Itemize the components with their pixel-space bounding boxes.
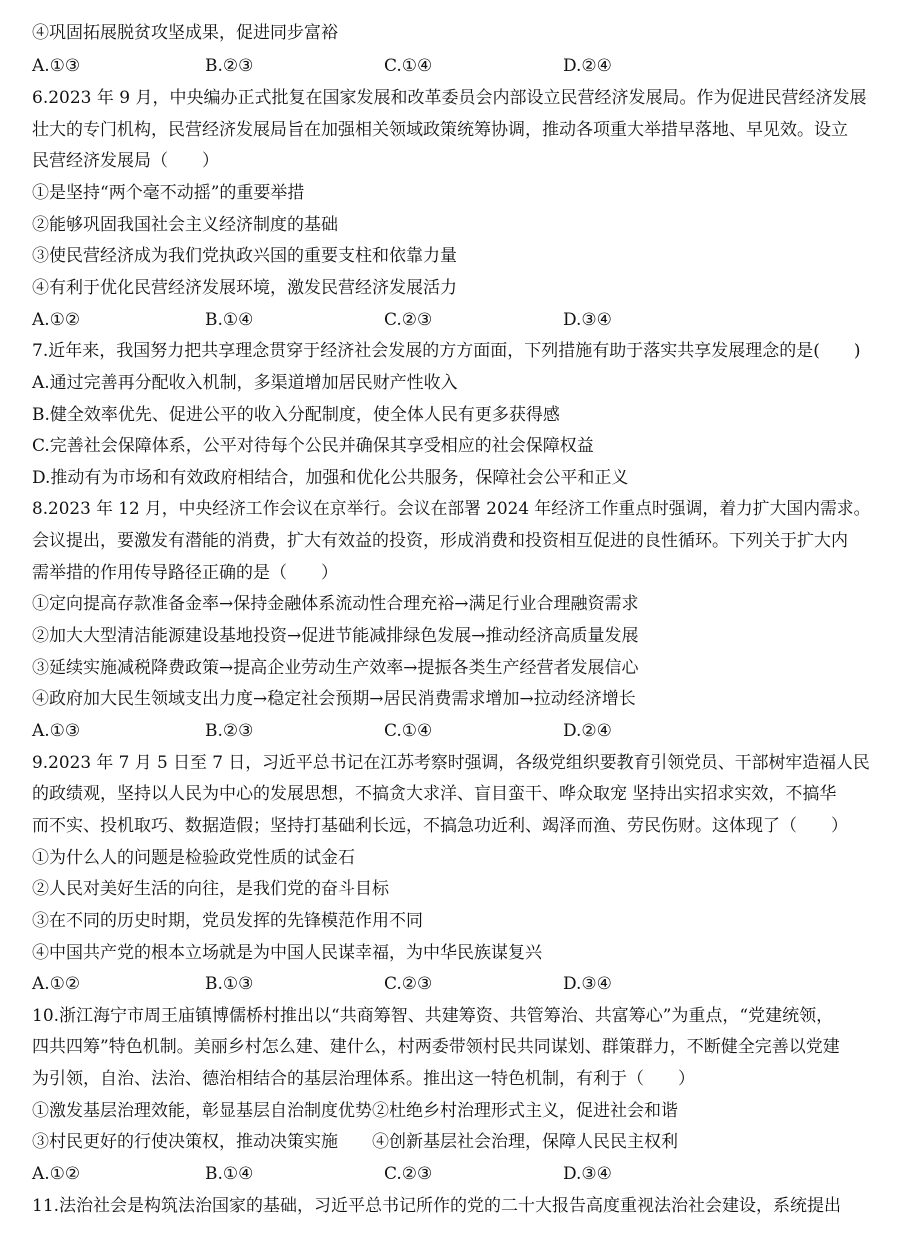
statement-q8-4: ④政府加大民生领域支出力度→稳定社会预期→居民消费需求增加→拉动经济增长 (32, 689, 636, 709)
question-11-stem-1: 11.法治社会是构筑法治国家的基础，习近平总书记所作的党的二十大报告高度重视法治社会建设，系统提出 (32, 1196, 842, 1216)
choice-q7-c: C.完善社会保障体系，公平对待每个公民并确保其享受相应的社会保障权益 (32, 436, 594, 456)
choices-q8 (32, 720, 892, 742)
statement-q6-4: ④有利于优化民营经济发展环境，激发民营经济发展活力 (32, 278, 457, 298)
question-10-stem-1: 10.浙江海宁市周王庙镇博儒桥村推出以“共商筹智、共建筹资、共管筹治、共富筹心”为重点，“党建统领， (32, 1006, 834, 1026)
question-8-stem-3: 需举措的作用传导路径正确的是（ ） (32, 563, 338, 583)
option-line-q5-4: ④巩固拓展脱贫攻坚成果，促进同步富裕 (32, 23, 338, 43)
statement-q9-1: ①为什么人的问题是检验政党性质的试金石 (32, 848, 355, 868)
choice-b: B.①④ (205, 310, 254, 330)
choice-q7-d: D.推动有为市场和有效政府相结合，加强和优化公共服务，保障社会公平和正义 (32, 468, 629, 488)
question-7-stem: 7.近年来，我国努力把共享理念贯穿于经济社会发展的方方面面，下列措施有助于落实共享发展理念的是( ) (32, 341, 861, 361)
choice-a: A.①② (32, 974, 81, 994)
statement-q6-3: ③使民营经济成为我们党执政兴国的重要支柱和依靠力量 (32, 246, 457, 266)
choice-c: C.①④ (384, 56, 433, 76)
choice-a: A.①③ (32, 721, 81, 741)
question-9-stem-3: 而不实、投机取巧、数据造假；坚持打基础利长远，不搞急功近利、竭泽而渔、劳民伤财。这体现了（ ） (32, 816, 848, 836)
choice-c: C.②③ (384, 974, 433, 994)
choice-b: B.①④ (205, 1164, 254, 1184)
choice-d: D.③④ (563, 974, 612, 994)
question-6-stem-3: 民营经济发展局（ ） (32, 151, 219, 171)
question-8-stem-2: 会议提出，要激发有潜能的消费，扩大有效益的投资，形成消费和投资相互促进的良性循环。下列关于扩大内 (32, 531, 848, 551)
choice-d: D.②④ (563, 721, 612, 741)
choice-q7-a: A.通过完善再分配收入机制，多渠道增加居民财产性收入 (32, 373, 458, 393)
choice-c: C.①④ (384, 721, 433, 741)
statement-q9-2: ②人民对美好生活的向往，是我们党的奋斗目标 (32, 879, 389, 899)
choice-d: D.③④ (563, 1164, 612, 1184)
choice-c: C.②③ (384, 1164, 433, 1184)
choice-b: B.②③ (205, 56, 254, 76)
statement-q9-3: ③在不同的历史时期，党员发挥的先锋模范作用不同 (32, 911, 423, 931)
statement-q8-1: ①定向提高存款准备金率→保持金融体系流动性合理充裕→满足行业合理融资需求 (32, 594, 639, 614)
choice-a: A.①③ (32, 56, 81, 76)
statement-q10-3-4: ③村民更好的行使决策权，推动决策实施 ④创新基层社会治理，保障人民民主权利 (32, 1132, 678, 1152)
question-10-stem-2: 四共四筹”特色机制。美丽乡村怎么建、建什么，村两委带领村民共同谋划、群策群力，不断健全完善以党建 (32, 1037, 840, 1057)
choices-q5 (32, 55, 892, 77)
question-10-stem-3: 为引领，自治、法治、德治相结合的基层治理体系。推出这一特色机制，有利于（ ） (32, 1069, 695, 1089)
question-6-stem-1: 6.2023 年 9 月，中央编办正式批复在国家发展和改革委员会内部设立民营经济发展局。作为促进民营经济发展 (32, 88, 867, 108)
choice-c: C.②③ (384, 310, 433, 330)
statement-q8-3: ③延续实施减税降费政策→提高企业劳动生产效率→提振各类生产经营者发展信心 (32, 658, 639, 678)
choice-d: D.③④ (563, 310, 612, 330)
statement-q9-4: ④中国共产党的根本立场就是为中国人民谋幸福，为中华民族谋复兴 (32, 943, 542, 963)
statement-q6-2: ②能够巩固我国社会主义经济制度的基础 (32, 215, 338, 235)
question-6-stem-2: 壮大的专门机构，民营经济发展局旨在加强相关领域政策统筹协调，推动各项重大举措早落地、早见效。设立 (32, 120, 848, 140)
question-9-stem-2: 的政绩观，坚持以人民为中心的发展思想，不搞贪大求洋、盲目蛮干、哗众取宠 坚持出实招求实效，不搞华 (32, 784, 837, 804)
statement-q6-1: ①是坚持“两个毫不动摇”的重要举措 (32, 183, 305, 203)
question-8-stem-1: 8.2023 年 12 月，中央经济工作会议在京举行。会议在部署 2024 年经济工作重点时强调，着力扩大国内需求。 (32, 499, 871, 519)
choice-a: A.①② (32, 1164, 81, 1184)
statement-q10-1-2: ①激发基层治理效能，彰显基层自治制度优势②杜绝乡村治理形式主义，促进社会和谐 (32, 1101, 678, 1121)
choice-q7-b: B.健全效率优先、促进公平的收入分配制度，使全体人民有更多获得感 (32, 405, 560, 425)
choice-a: A.①② (32, 310, 81, 330)
choices-q9 (32, 973, 892, 995)
question-9-stem-1: 9.2023 年 7 月 5 日至 7 日，习近平总书记在江苏考察时强调，各级党组织要教育引领党员、干部树牢造福人民 (32, 753, 870, 773)
statement-q8-2: ②加大大型清洁能源建设基地投资→促进节能减排绿色发展→推动经济高质量发展 (32, 626, 639, 646)
choice-b: B.②③ (205, 721, 254, 741)
choice-b: B.①③ (205, 974, 254, 994)
choices-q6 (32, 309, 892, 331)
choices-q10 (32, 1163, 892, 1185)
choice-d: D.②④ (563, 56, 612, 76)
